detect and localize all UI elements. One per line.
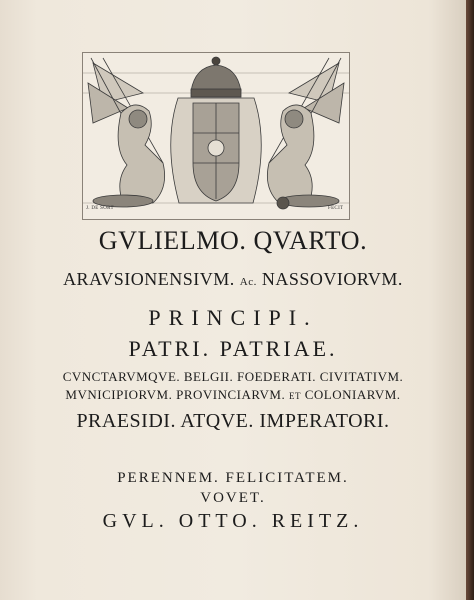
engraver-signature: J. DE SORT <box>86 206 114 211</box>
dedication-line-2a: ARAVSIONENSIVM. <box>63 269 235 289</box>
dedication-line-9: VOVET. <box>200 490 266 506</box>
dedication-signature: GVL. OTTO. REITZ. <box>102 510 364 532</box>
dedication-line-2b: NASSOVIORVM. <box>261 269 403 289</box>
coat-of-arms-engraving <box>82 52 350 220</box>
engraver-fecit: FECIT <box>328 206 344 211</box>
coat-of-arms-icon <box>83 53 349 219</box>
dedication-line-1: GVLIELMO. QVARTO. <box>98 226 368 255</box>
dedication-line-7: PRAESIDI. ATQVE. IMPERATORI. <box>76 410 390 432</box>
dedication-line-6a: MVNICIPIORVM. PROVINCIARVM. <box>65 387 286 402</box>
book-edge <box>466 0 474 600</box>
dedication-line-4: PATRI. PATRIAE. <box>128 336 338 361</box>
dedication-line-2 <box>0 269 466 290</box>
dedication-line-6-et: ET <box>288 391 301 401</box>
dedication-line-2-ac: Ac. <box>239 276 257 288</box>
dedication-line-5: CVNCTARVMQVE. BELGII. FOEDERATI. CIVITATIVM. <box>62 369 404 384</box>
dedication-line-6 <box>0 387 466 403</box>
dedication-line-3: PRINCIPI. <box>148 305 318 330</box>
dedication-line-6b: COLONIARVM. <box>304 387 401 402</box>
dedication-line-8: PERENNEM. FELICITATEM. <box>117 470 349 486</box>
